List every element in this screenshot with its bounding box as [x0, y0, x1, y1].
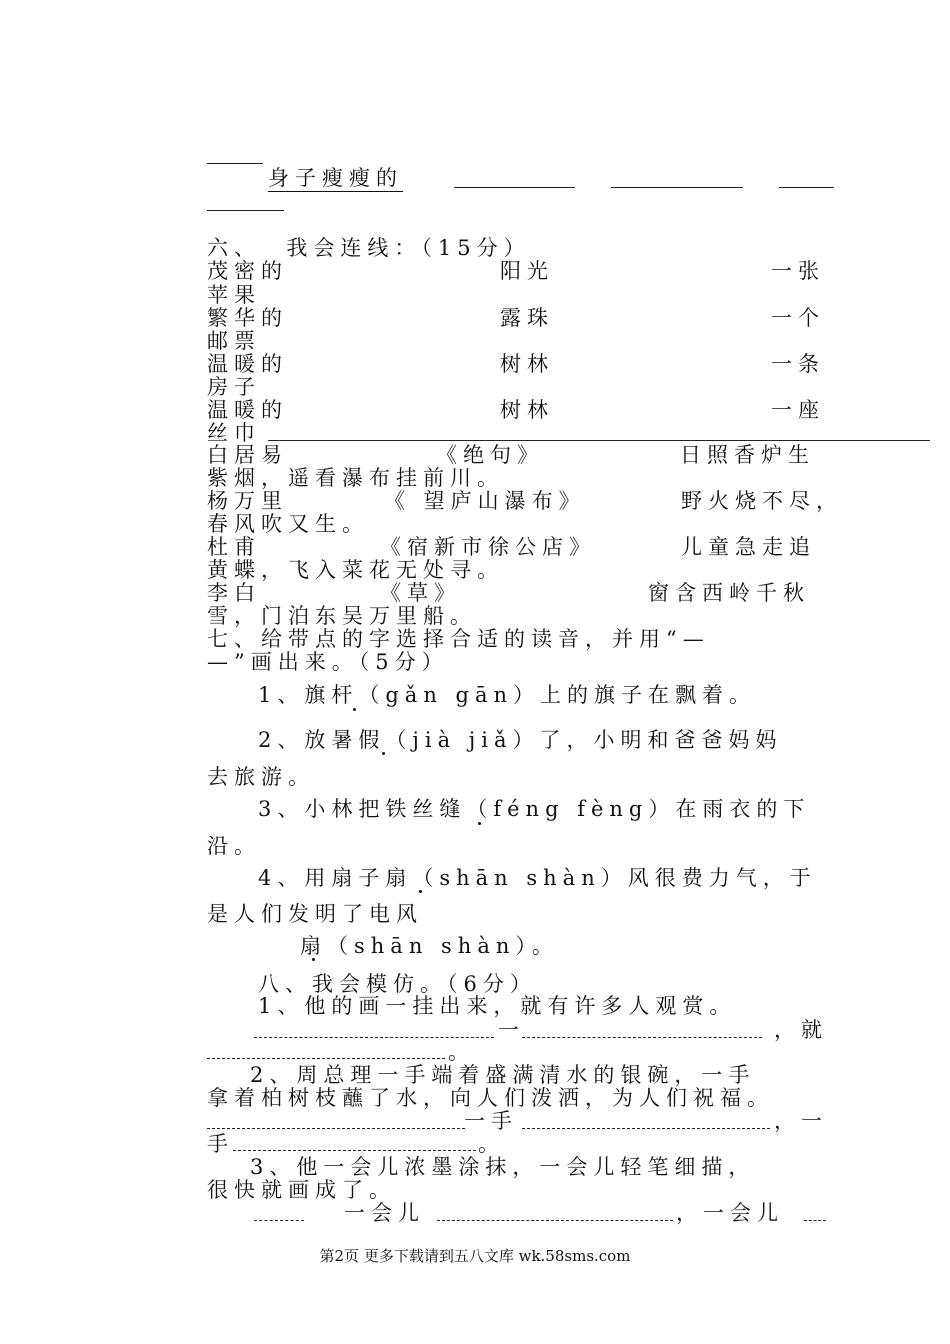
poem-title-2: 《 望庐山瀑布》: [384, 489, 586, 513]
poem-line-1: 日照香炉生: [680, 443, 815, 467]
match-mid-3: 树林: [500, 352, 554, 376]
answer-blank: [207, 1128, 465, 1129]
section-8-title: 八、我会模仿。（6分）: [258, 972, 537, 996]
page-footer: 第2页 更多下载请到五八文库 wk.58sms.com: [319, 1247, 631, 1265]
poem-line-3: 儿童急走追: [681, 535, 816, 559]
answer-template-word: ，一: [774, 1109, 828, 1133]
answer-blank: [779, 187, 834, 188]
answer-blank: [207, 210, 284, 211]
match-left-1: 茂密的: [207, 259, 288, 283]
answer-template-word: 。: [478, 1132, 505, 1156]
poem-author-4: 李白: [207, 581, 261, 605]
poem-title-4: 《草》: [380, 581, 461, 605]
section-7-title-wrap: —”画出来。（5分）: [207, 650, 449, 674]
question-8-2-wrap: 拿着柏树枝蘸了水，向人们泼洒，为人们祝福。: [207, 1086, 774, 1110]
question-8-3: 3、他一会儿浓墨涂抹，一会儿轻笔细描，: [250, 1155, 756, 1179]
divider-line: [268, 440, 930, 441]
poem-wrap-1: 紫烟，遥看瀑布挂前川。: [207, 466, 504, 490]
emphasis-dot: [353, 708, 356, 711]
poem-wrap-4: 雪，门泊东吴万里船。: [207, 604, 477, 628]
poem-author-2: 杨万里: [207, 489, 288, 513]
section-7-title: 七、给带点的字选择合适的读音，并用“—: [207, 627, 710, 651]
match-wrap-1: 苹果: [207, 283, 261, 307]
question-8-3-wrap: 很快就画成了。: [207, 1178, 396, 1202]
question-7-4-wrap: 是人们发明了电风: [207, 902, 423, 926]
question-7-1: 1、旗杆（gǎn gān）上的旗子在飘着。: [258, 683, 757, 707]
match-left-3: 温暖的: [207, 352, 288, 376]
poem-wrap-3: 黄蝶，飞入菜花无处寻。: [207, 558, 504, 582]
poem-author-1: 白居易: [207, 443, 288, 467]
poem-wrap-2: 春风吹又生。: [207, 512, 369, 536]
answer-template-word: 。: [448, 1040, 475, 1064]
match-mid-1: 阳光: [500, 259, 554, 283]
emphasis-dot: [478, 822, 481, 825]
example-answer: 身子瘦瘦的: [268, 166, 403, 190]
poem-title-3: 《宿新市徐公店》: [380, 535, 596, 559]
question-7-2: 2、放暑假（jià jiǎ）了，小明和爸爸妈妈: [258, 728, 783, 752]
match-wrap-3: 房子: [207, 375, 261, 399]
answer-blank: [611, 187, 743, 188]
emphasis-dot: [312, 958, 315, 961]
answer-blank: [254, 1220, 304, 1221]
answer-blank: [454, 187, 575, 188]
poem-line-2: 野火烧不尽，: [681, 489, 843, 513]
answer-template-word: ，就: [774, 1018, 828, 1042]
answer-template-word: 一: [498, 1018, 525, 1042]
poem-title-1: 《绝句》: [436, 443, 544, 467]
answer-blank: [254, 1037, 494, 1038]
question-7-3-wrap: 沿。: [207, 834, 261, 858]
match-wrap-2: 邮票: [207, 329, 261, 353]
match-right-4: 一座: [771, 398, 825, 422]
answer-blank: [522, 1128, 770, 1129]
match-mid-2: 露珠: [500, 306, 554, 330]
question-8-1: 1、他的画一挂出来，就有许多人观赏。: [258, 994, 737, 1018]
emphasis-dot: [382, 752, 385, 755]
match-mid-4: 树林: [500, 398, 554, 422]
answer-template-word: 手: [207, 1132, 234, 1156]
answer-blank: [207, 163, 263, 164]
question-7-4: 4、用扇子扇（shān shàn）风很费力气，于: [258, 866, 817, 890]
question-7-4-wrap2: 扇（shān shàn）。: [300, 934, 559, 958]
match-left-4: 温暖的: [207, 398, 288, 422]
question-7-3: 3、小林把铁丝缝（féng fèng）在雨衣的下: [258, 797, 811, 821]
answer-blank: [804, 1220, 826, 1221]
answer-template-word: 一手: [464, 1109, 518, 1133]
answer-blank: [207, 1058, 445, 1059]
answer-blank: [233, 1150, 476, 1151]
answer-blank: [437, 1220, 673, 1221]
match-right-3: 一条: [771, 352, 825, 376]
match-right-1: 一张: [771, 259, 825, 283]
match-left-2: 繁华的: [207, 306, 288, 330]
answer-template-word: ，一会儿: [676, 1201, 784, 1225]
question-7-2-wrap: 去旅游。: [207, 765, 315, 789]
match-right-2: 一个: [771, 306, 825, 330]
emphasis-dot: [419, 890, 422, 893]
section-6-title: 六、 我会连线：（15分）: [207, 236, 531, 260]
poem-line-4: 窗含西岭千秋: [648, 581, 810, 605]
match-wrap-4: 丝巾: [207, 421, 261, 445]
answer-blank: [522, 1037, 762, 1038]
poem-author-3: 杜甫: [207, 535, 261, 559]
answer-template-word: 一会儿: [344, 1201, 425, 1225]
question-8-2: 2、周总理一手端着盛满清水的银碗，一手: [250, 1063, 756, 1087]
